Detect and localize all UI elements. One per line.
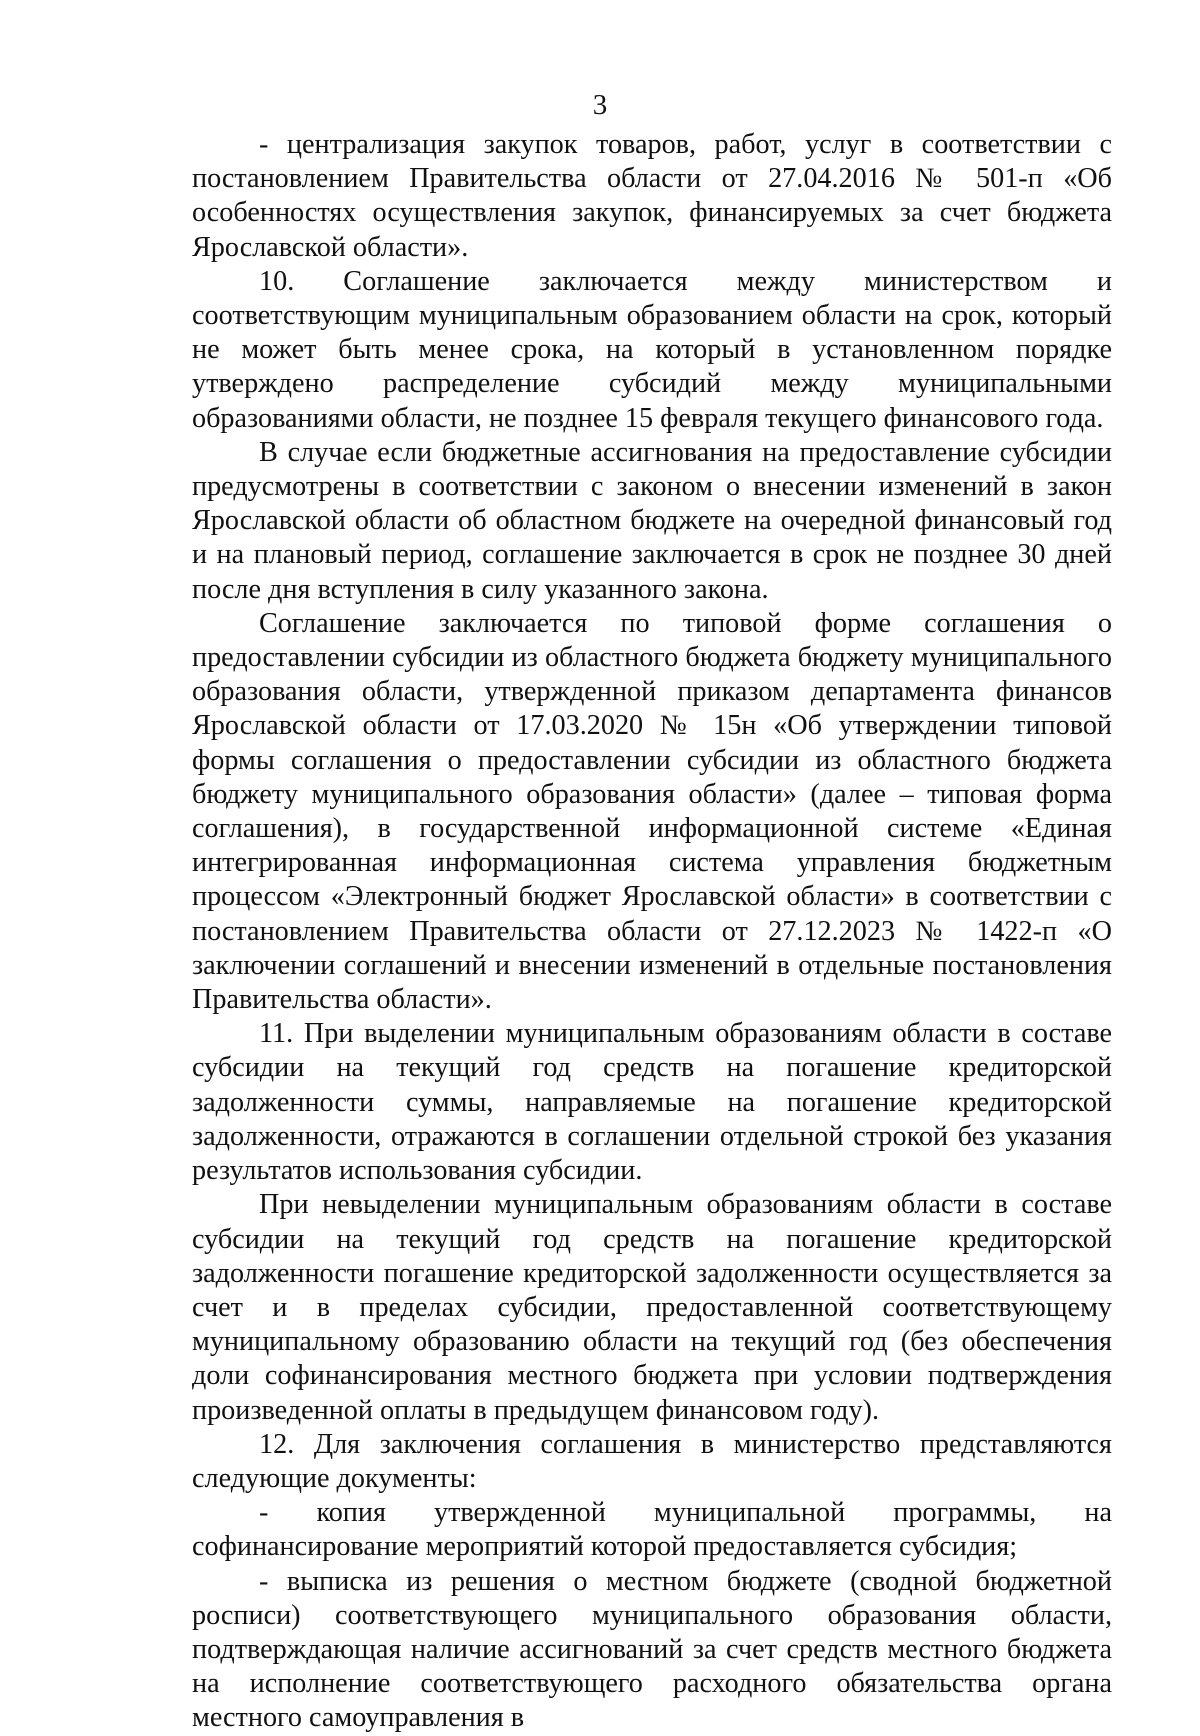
paragraph-clause-12: 12. Для заключения соглашения в министерство представляются следующие документы: — [192, 1428, 1112, 1494]
paragraph-clause-10: 10. Соглашение заключается между министерством и соответствующим муниципальным образованием области на срок, который не может быть менее срока, на который в установленном порядке утверждено распределение субсидий между муниципальными образованиями области, не позднее 15 февраля текущего финансового года. — [192, 265, 1112, 434]
paragraph-centralization: - централизация закупок товаров, работ, услуг в соответствии с постановлением Правительства области от 27.04.2016 № 501-п «Об особенностях осуществления закупок, финансируемых за счет бюджета Ярославской области». — [192, 129, 1112, 263]
paragraph-budget-allocations: В случае если бюджетные ассигнования на предоставление субсидии предусмотрены в соответствии с законом о внесении изменений в закон Ярославской области об областном бюджете на очередной финансовый год и на плановый период, соглашение заключается в срок не позднее 30 дней после дня вступления в силу указанного закона. — [192, 436, 1112, 605]
paragraph-program-copy: - копия утвержденной муниципальной программы, на софинансирование мероприятий которой предоставляется субсидия; — [192, 1497, 1112, 1563]
paragraph-standard-form: Соглашение заключается по типовой форме соглашения о предоставлении субсидии из областного бюджета бюджету муниципального образования области, утвержденной приказом департамента финансов Ярославской области от 17.03.2020 № 15н «Об утверждении типовой формы соглашения о предоставлении субсидии из областного бюджета бюджету муниципального образования области» (далее – типовая форма соглашения), в государственной информационной системе «Единая интегрированная информационная система управления бюджетным процессом «Электронный бюджет Ярославской области» в соответствии с постановлением Правительства области от 27.12.2023 № 1422-п «О заключении соглашений и внесении изменений в отдельные постановления Правительства области». — [192, 607, 1112, 1016]
paragraph-budget-extract: - выписка из решения о местном бюджете (сводной бюджетной росписи) соответствующего муниципального образования области, подтверждающая наличие ассигнований за счет средств местного бюджета на исполнение соответствующего расходного обязательства органа местного самоуправления в — [192, 1565, 1112, 1734]
paragraph-non-allocation: При невыделении муниципальным образованиям области в составе субсидии на текущий год средств на погашение кредиторской задолженности погашение кредиторской задолженности осуществляется за счет и в пределах субсидии, предоставленной соответствующему муниципальному образованию области на текущий год (без обеспечения доли софинансирования местного бюджета при условии подтверждения произведенной оплаты в предыдущем финансовом году). — [192, 1189, 1112, 1426]
document-body — [192, 128, 1112, 1736]
page-number: 3 — [592, 89, 608, 121]
paragraph-clause-11: 11. При выделении муниципальным образованиям области в составе субсидии на текущий год средств на погашение кредиторской задолженности суммы, направляемые на погашение кредиторской задолженности, отражаются в соглашении отдельной строкой без указания результатов использования субсидии. — [192, 1018, 1112, 1187]
